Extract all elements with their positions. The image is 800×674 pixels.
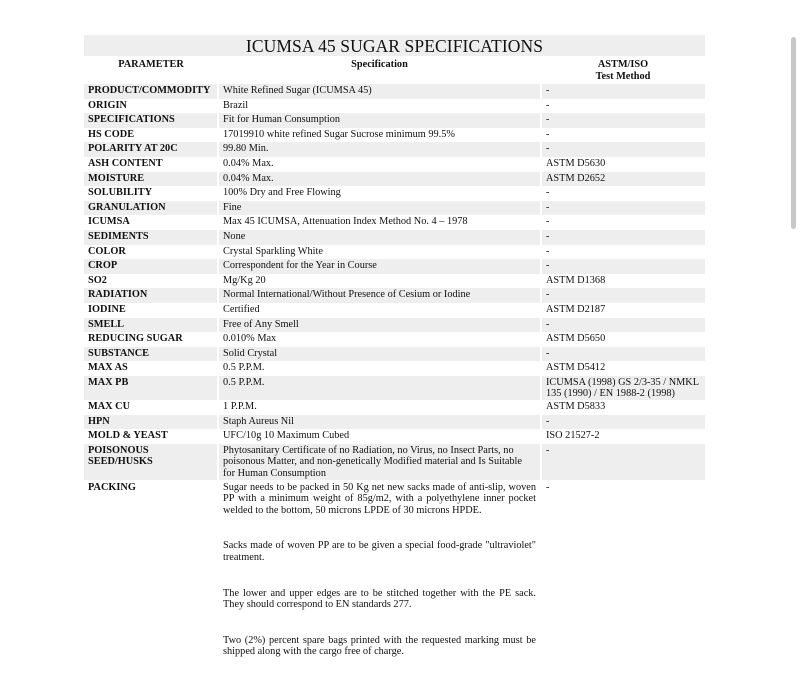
table-body	[84, 84, 705, 658]
parameter-cell: ORIGIN	[88, 99, 127, 111]
spec-cell: Normal International/Without Presence of Cesium or Iodine	[218, 288, 541, 303]
spec-cell: 99.80 Min.	[218, 142, 541, 157]
header-method-line1: ASTM/ISO	[597, 59, 649, 70]
method-cell: -	[541, 201, 705, 216]
table-row	[84, 99, 705, 114]
spec-cell: 100% Dry and Free Flowing	[218, 186, 541, 201]
table-row	[84, 347, 705, 362]
table-row	[84, 215, 705, 230]
spec-cell: Fit for Human Consumption	[218, 113, 541, 128]
table-row	[84, 230, 705, 245]
method-cell: -	[541, 84, 705, 99]
spec-cell: Crystal Sparkling White	[218, 245, 541, 260]
method-cell: ASTM D5630	[541, 157, 705, 172]
parameter-cell: MAX PB	[84, 376, 218, 400]
method-cell: -	[541, 318, 705, 333]
table-row	[84, 376, 705, 400]
table-row	[84, 259, 705, 274]
table-row	[84, 186, 705, 201]
method-cell: -	[541, 347, 705, 362]
packing-spec-cell	[218, 480, 541, 658]
table-row	[84, 288, 705, 303]
spec-cell: UFC/10g 10 Maximum Cubed	[218, 429, 541, 444]
parameter-cell: HS CODE	[88, 128, 135, 140]
method-cell: -	[541, 215, 705, 230]
packing-row	[84, 480, 705, 658]
method-cell: -	[541, 99, 705, 114]
parameter-cell: REDUCING SUGAR	[88, 333, 183, 345]
parameter-cell: SPECIFICATIONS	[84, 113, 218, 128]
parameter-cell: PACKING	[88, 481, 136, 493]
table-row	[84, 245, 705, 260]
method-cell: ASTM D1368	[541, 274, 705, 289]
table-row	[84, 274, 705, 289]
spec-cell: 1 P.P.M.	[218, 400, 541, 415]
table-row	[84, 332, 705, 347]
header-test-method	[541, 56, 705, 84]
table-row	[84, 303, 705, 318]
method-cell: ICUMSA (1998) GS 2/3-35 / NMKL 135 (1990) / EN 1988-2 (1998)	[541, 376, 705, 400]
table-header-row	[84, 56, 705, 84]
table-row	[84, 142, 705, 157]
table-row	[84, 318, 705, 333]
method-cell: -	[541, 113, 705, 128]
parameter-cell: SO2	[88, 274, 107, 286]
table-row	[84, 128, 705, 143]
method-cell: -	[541, 480, 705, 658]
table-row	[84, 157, 705, 172]
method-cell: -	[541, 259, 705, 274]
header-method-line2: Test Method	[595, 70, 651, 82]
spec-cell: None	[218, 230, 541, 245]
packing-paragraph: Sugar needs to be packed in 50 Kg net new sacks made of anti-slip, woven PP with a minimum weight of 85g/m2, with a polyethylene inner pocket welded to the bottom, 50 microns LPDE of 30 microns HPDE.	[223, 481, 536, 516]
parameter-cell: COLOR	[88, 245, 126, 257]
parameter-cell: SUBSTANCE	[84, 347, 218, 362]
spec-cell: 0.5 P.P.M.	[218, 376, 541, 400]
method-cell: ASTM D5833	[541, 400, 705, 415]
spec-cell: Mg/Kg 20	[218, 274, 541, 289]
method-cell: -	[541, 245, 705, 260]
document-title: ICUMSA 45 SUGAR SPECIFICATIONS	[84, 35, 705, 56]
parameter-cell: ASH CONTENT	[88, 157, 163, 169]
header-parameter: PARAMETER	[118, 59, 184, 70]
table-row	[84, 361, 705, 376]
method-cell: -	[541, 444, 705, 480]
spec-cell: Phytosanitary Certificate of no Radiation, no Virus, no Insect Parts, no poisonous Matter, and non-genetically Modified material and Is Suitable for Human Consumption	[218, 444, 541, 480]
table-row	[84, 84, 705, 99]
parameter-cell: MAX AS	[88, 362, 128, 374]
method-cell: -	[541, 415, 705, 430]
method-cell: -	[541, 288, 705, 303]
table-row	[84, 400, 705, 415]
method-cell: ASTM D2187	[541, 303, 705, 318]
spec-table	[84, 56, 705, 658]
parameter-cell: CROP	[84, 259, 218, 274]
table-row	[84, 429, 705, 444]
spec-cell: 17019910 white refined Sugar Sucrose minimum 99.5%	[218, 128, 541, 143]
method-cell: -	[541, 230, 705, 245]
method-cell: ASTM D5412	[541, 361, 705, 376]
parameter-cell: MOISTURE	[84, 172, 218, 187]
spec-document	[84, 35, 705, 658]
parameter-cell: ICUMSA	[88, 216, 130, 228]
table-row	[84, 415, 705, 430]
table-row	[84, 201, 705, 216]
spec-cell: 0.04% Max.	[218, 172, 541, 187]
packing-paragraph: Two (2%) percent spare bags printed with the requested marking must be shipped along with the cargo free of charge.	[223, 634, 536, 658]
method-cell: ASTM D2652	[541, 172, 705, 187]
packing-paragraph: Sacks made of woven PP are to be given a special food-grade "ultraviolet" treatment.	[223, 540, 536, 563]
table-row	[84, 444, 705, 480]
parameter-cell: PRODUCT/COMMODITY	[84, 84, 218, 99]
parameter-cell: MOLD & YEAST	[88, 430, 168, 442]
parameter-cell: GRANULATION	[84, 201, 218, 216]
method-cell: -	[541, 128, 705, 143]
spec-cell: Solid Crystal	[218, 347, 541, 362]
spec-cell: Max 45 ICUMSA, Attenuation Index Method No. 4 – 1978	[218, 215, 541, 230]
header-specification: Specification	[351, 59, 408, 70]
packing-paragraph: The lower and upper edges are to be stitched together with the PE sack. They should correspond to EN standards 277.	[223, 587, 536, 611]
method-cell: -	[541, 142, 705, 157]
spec-cell: Staph Aureus Nil	[218, 415, 541, 430]
method-cell: -	[541, 186, 705, 201]
spec-cell: Certified	[218, 303, 541, 318]
spec-cell: Fine	[218, 201, 541, 216]
parameter-cell: RADIATION	[84, 288, 218, 303]
scrollbar-thumb[interactable]	[791, 37, 796, 229]
spec-cell: White Refined Sugar (ICUMSA 45)	[218, 84, 541, 99]
table-row	[84, 172, 705, 187]
parameter-cell: POISONOUS SEED/HUSKS	[84, 444, 218, 480]
spec-cell: 0.010% Max	[218, 332, 541, 347]
parameter-cell: IODINE	[88, 303, 126, 315]
parameter-cell: SMELL	[84, 318, 218, 333]
method-cell: ASTM D5650	[541, 332, 705, 347]
parameter-cell: MAX CU	[88, 401, 131, 413]
parameter-cell: SEDIMENTS	[84, 230, 218, 245]
spec-cell: 0.5 P.P.M.	[218, 361, 541, 376]
parameter-cell: SOLUBILITY	[88, 187, 153, 199]
method-cell: ISO 21527-2	[541, 429, 705, 444]
spec-cell: 0.04% Max.	[218, 157, 541, 172]
spec-cell: Brazil	[218, 99, 541, 114]
spec-cell: Free of Any Smell	[218, 318, 541, 333]
table-row	[84, 113, 705, 128]
parameter-cell: HPN	[84, 415, 218, 430]
spec-cell: Correspondent for the Year in Course	[218, 259, 541, 274]
parameter-cell: POLARITY AT 20C	[84, 142, 218, 157]
